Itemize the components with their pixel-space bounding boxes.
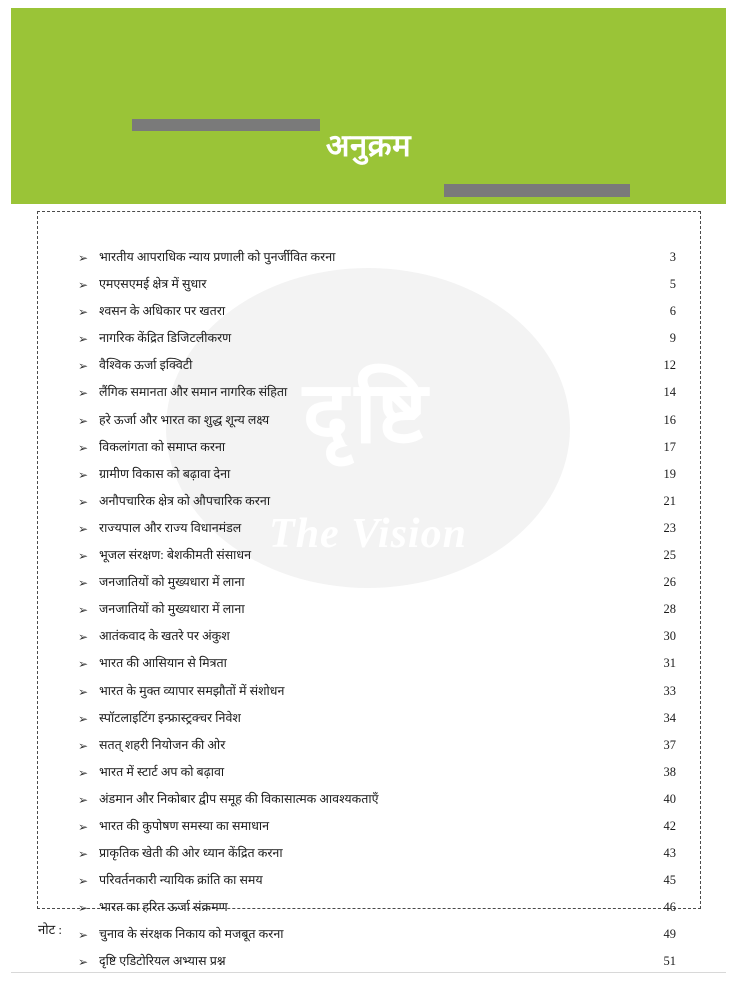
arrow-bullet-icon: ➢ [78,576,89,591]
arrow-bullet-icon: ➢ [78,359,89,374]
toc-entry-title: जनजातियों को मुख्यधारा में लाना [99,575,245,590]
toc-entry-title: सतत् शहरी नियोजन की ओर [99,737,226,752]
arrow-bullet-icon: ➢ [78,332,89,347]
header-band [11,8,726,204]
toc-entry-title: ग्रामीण विकास को बढ़ावा देना [99,466,231,481]
toc-entry-page-number: 51 [663,954,676,969]
toc-entry[interactable] [38,682,700,709]
arrow-bullet-icon: ➢ [78,684,89,699]
arrow-bullet-icon: ➢ [78,467,89,482]
table-of-contents [38,212,700,980]
toc-entry-page-number: 43 [663,846,676,861]
arrow-bullet-icon: ➢ [78,278,89,293]
arrow-bullet-icon: ➢ [78,765,89,780]
toc-entry[interactable] [38,329,700,356]
toc-entry-page-number: 6 [669,304,676,319]
arrow-bullet-icon: ➢ [78,792,89,807]
toc-entry-page-number: 25 [663,548,676,563]
arrow-bullet-icon: ➢ [78,819,89,834]
toc-entry[interactable] [38,898,700,925]
arrow-bullet-icon: ➢ [78,901,89,916]
toc-entry-page-number: 14 [663,385,676,400]
toc-entry[interactable] [38,383,700,410]
toc-entry-page-number: 9 [669,331,676,346]
toc-entry[interactable] [38,519,700,546]
arrow-bullet-icon: ➢ [78,521,89,536]
arrow-bullet-icon: ➢ [78,630,89,645]
toc-entry-page-number: 26 [663,575,676,590]
toc-entry-title: परिवर्तनकारी न्यायिक क्रांति का समय [99,873,263,888]
toc-entry-page-number: 49 [663,927,676,942]
toc-entry-title: जनजातियों को मुख्यधारा में लाना [99,602,245,617]
toc-entry[interactable] [38,248,700,275]
toc-entry[interactable] [38,600,700,627]
toc-entry[interactable] [38,654,700,681]
toc-entry-page-number: 45 [663,873,676,888]
toc-entry-title: भारतीय आपराधिक न्याय प्रणाली को पुनर्जीवित करना [99,250,336,264]
toc-entry-page-number: 23 [663,520,676,535]
toc-entry[interactable] [38,411,700,438]
toc-entry[interactable] [38,573,700,600]
toc-entry-page-number: 17 [663,439,676,454]
toc-entry-title: अनौपचारिक क्षेत्र को औपचारिक करना [99,493,271,508]
toc-entry-page-number: 21 [663,493,676,508]
toc-entry-title: भारत की कुपोषण समस्या का समाधान [99,818,270,833]
arrow-bullet-icon: ➢ [78,738,89,753]
toc-entry[interactable] [38,763,700,790]
toc-entry-page-number: 38 [663,764,676,779]
toc-entry[interactable] [38,627,700,654]
arrow-bullet-icon: ➢ [78,440,89,455]
toc-entry[interactable] [38,952,700,979]
toc-entry[interactable] [38,790,700,817]
toc-entry[interactable] [38,817,700,844]
toc-entry-page-number: 46 [663,900,676,915]
toc-entry-page-number: 16 [663,412,676,427]
arrow-bullet-icon: ➢ [78,657,89,672]
toc-entry[interactable] [38,356,700,383]
watermark-english-text: The Vision [269,511,467,557]
arrow-bullet-icon: ➢ [78,874,89,889]
toc-entry-page-number: 33 [663,683,676,698]
arrow-bullet-icon: ➢ [78,549,89,564]
arrow-bullet-icon: ➢ [78,847,89,862]
toc-entry[interactable] [38,438,700,465]
toc-entry-title: राज्यपाल और राज्य विधानमंडल [99,520,242,535]
arrow-bullet-icon: ➢ [78,928,89,943]
toc-entry-title: भारत का हरित ऊर्जा संक्रमण [99,900,228,915]
page-title: अनुक्रम [325,128,412,163]
arrow-bullet-icon: ➢ [78,413,89,428]
toc-entry-title: एमएसएमई क्षेत्र में सुधार [99,277,207,292]
toc-entry-page-number: 3 [669,250,676,264]
watermark-hindi-text: दृष्टि [302,365,434,461]
toc-entry[interactable] [38,492,700,519]
toc-entry[interactable] [38,709,700,736]
toc-entry[interactable] [38,925,700,952]
toc-entry[interactable] [38,465,700,492]
arrow-bullet-icon: ➢ [78,386,89,401]
toc-entry-title: भारत में स्टार्ट अप को बढ़ावा [99,764,225,779]
toc-entry-page-number: 31 [663,656,676,671]
toc-entry-page-number: 12 [663,358,676,373]
toc-entry-title: भारत की आसियान से मित्रता [99,656,227,671]
toc-entry[interactable] [38,275,700,302]
toc-entry-title: दृष्टि एडिटोरियल अभ्यास प्रश्न [99,954,226,969]
toc-entry-page-number: 40 [663,791,676,806]
toc-entry-title: आतंकवाद के खतरे पर अंकुश [99,629,230,644]
toc-entry-title: चुनाव के संरक्षक निकाय को मजबूत करना [99,927,284,942]
toc-entry-title: नागरिक केंद्रित डिजिटलीकरण [99,331,232,346]
arrow-bullet-icon: ➢ [78,494,89,509]
toc-entry-title: स्पॉटलाइटिंग इन्फ्रास्ट्रक्चर निवेश [99,710,241,725]
toc-entry-page-number: 42 [663,818,676,833]
toc-entry-page-number: 5 [669,277,676,292]
toc-entry-title: हरे ऊर्जा और भारत का शुद्ध शून्य लक्ष्य [99,412,270,427]
toc-entry-page-number: 30 [663,629,676,644]
arrow-bullet-icon: ➢ [78,603,89,618]
arrow-bullet-icon: ➢ [78,711,89,726]
toc-entry-title: लैंगिक समानता और समान नागरिक संहिता [99,385,288,400]
toc-entry-title: भारत के मुक्त व्यापार समझौतों में संशोधन [99,683,285,698]
toc-entry-title: भूजल संरक्षण: बेशकीमती संसाधन [99,548,252,563]
toc-entry-page-number: 19 [663,466,676,481]
toc-entry[interactable] [38,302,700,329]
toc-entry-page-number: 34 [663,710,676,725]
toc-entry[interactable] [38,736,700,763]
toc-entry-title: श्वसन के अधिकार पर खतरा [99,304,226,319]
toc-entry[interactable] [38,546,700,573]
toc-entry-title: प्राकृतिक खेती की ओर ध्यान केंद्रित करना [99,846,283,861]
arrow-bullet-icon: ➢ [78,251,89,265]
toc-entry-title: वैश्विक ऊर्जा इक्विटी [99,358,193,373]
toc-entry-page-number: 37 [663,737,676,752]
toc-entry[interactable] [38,871,700,898]
footer-note: नोट : [38,922,62,937]
toc-entry-page-number: 28 [663,602,676,617]
arrow-bullet-icon: ➢ [78,305,89,320]
toc-entry[interactable] [38,844,700,871]
toc-entry-title: विकलांगता को समाप्त करना [99,439,226,454]
toc-entry-title: अंडमान और निकोबार द्वीप समूह की विकासात्मक आवश्यकताएँ [99,791,379,806]
arrow-bullet-icon: ➢ [78,955,89,970]
header-accent-bar-right [444,184,630,197]
